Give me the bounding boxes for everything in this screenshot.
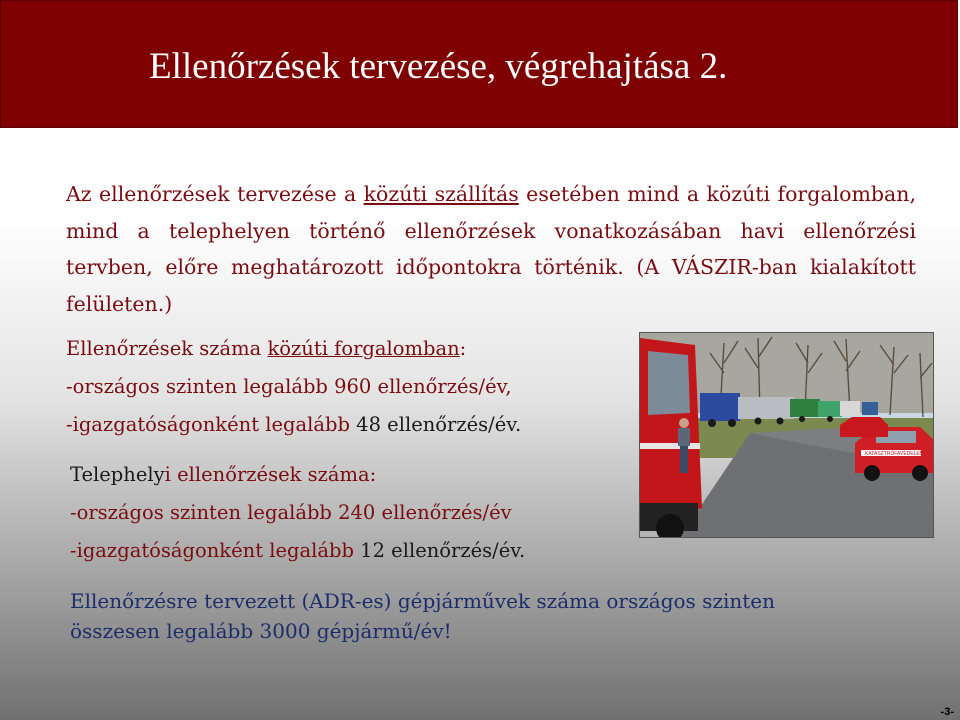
intro-underlined: közúti szállítás bbox=[363, 182, 519, 206]
intro-text-1: Az ellenőrzések tervezése a bbox=[66, 182, 364, 206]
page-number: -3- bbox=[940, 706, 954, 718]
site-directorate-line: -igazgatóságonként legalább 12 ellenőrzés/év. bbox=[70, 539, 526, 562]
car-lettering: KATASZTRÓFAVÉDELEM bbox=[865, 451, 924, 457]
adr-line-2: összesen legalább 3000 gépjármű/év! bbox=[70, 619, 452, 643]
road-national-line: -országos szinten legalább 960 ellenőrzés/év, bbox=[66, 375, 512, 398]
road-inspection-photo bbox=[639, 332, 934, 538]
road-label: Ellenőrzések száma közúti forgalomban: bbox=[66, 337, 467, 360]
adr-line-1: Ellenőrzésre tervezett (ADR-es) gépjárművek száma országos szinten bbox=[70, 589, 776, 613]
site-inspections-block bbox=[70, 456, 525, 570]
intro-paragraph bbox=[66, 176, 916, 322]
site-national-line: -országos szinten legalább 240 ellenőrzés/év bbox=[70, 501, 512, 524]
slide-title: Ellenőrzések tervezése, végrehajtása 2. bbox=[149, 46, 728, 87]
adr-vehicles-block bbox=[70, 586, 775, 646]
road-inspections-block bbox=[66, 330, 521, 444]
title-band bbox=[0, 0, 958, 128]
road-directorate-line: -igazgatóságonként legalább 48 ellenőrzés/év. bbox=[66, 413, 522, 436]
intro-text-2: esetében mind a közúti forgalomban, mind a telephelyen történő ellenőrzések vonatkozásában havi ellenőrzési tervben, előre meghatározott időpontokra történik. (A VÁSZIR-ban kialakított felületen.) bbox=[66, 182, 916, 316]
site-label: Telephelyi ellenőrzések száma: bbox=[70, 463, 377, 486]
